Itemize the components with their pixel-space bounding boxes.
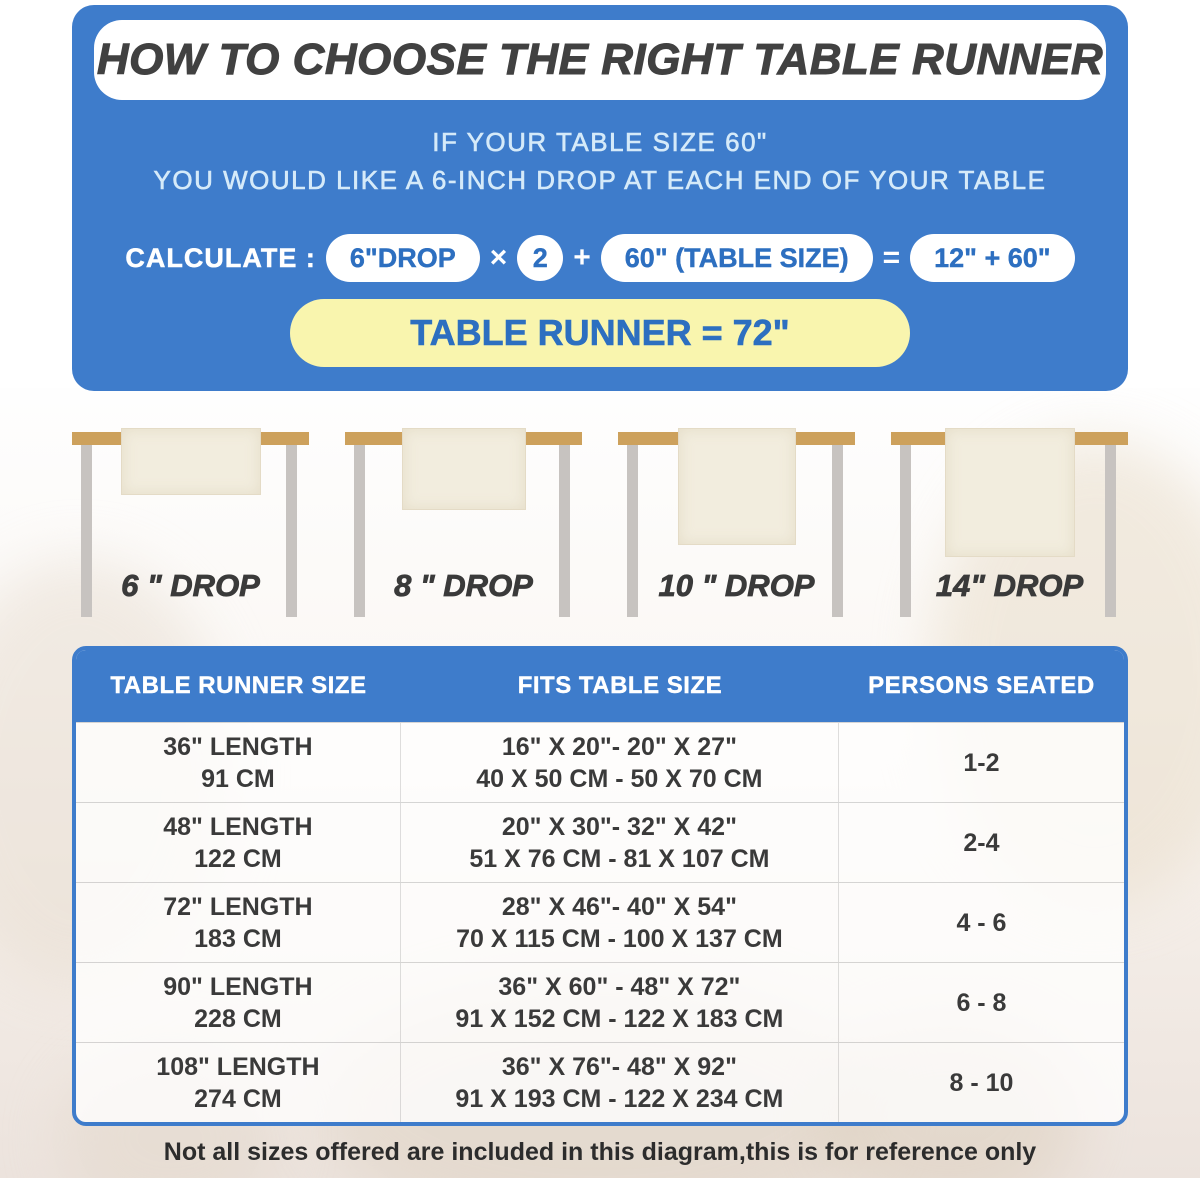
runner-size-cell bbox=[76, 1043, 401, 1122]
runner-size-cell bbox=[76, 883, 401, 962]
fits-size-cm: 40 X 50 CM - 50 X 70 CM bbox=[476, 764, 763, 793]
fits-table-size-cell bbox=[401, 883, 839, 962]
runner-length-cm: 228 CM bbox=[194, 1004, 282, 1033]
subtitle-line-2: YOU WOULD LIKE A 6-INCH DROP AT EACH END OF YOUR TABLE bbox=[153, 165, 1047, 195]
subtitle-line-1: IF YOUR TABLE SIZE 60" bbox=[432, 127, 768, 157]
drop-label: 10 " DROP bbox=[658, 568, 815, 603]
table-row bbox=[76, 1042, 1124, 1122]
persons-seated-cell: 6 - 8 bbox=[956, 988, 1007, 1017]
size-chart-table bbox=[72, 646, 1128, 1126]
drop-figure-10in bbox=[618, 424, 855, 629]
drop-value-pill: 6"DROP bbox=[326, 234, 480, 282]
table-row bbox=[76, 882, 1124, 962]
runner-length-inches: 72" LENGTH bbox=[163, 892, 313, 921]
runner-length-inches: 108" LENGTH bbox=[156, 1052, 320, 1081]
runner-length-cm: 274 CM bbox=[194, 1084, 282, 1113]
plus-sign: + bbox=[573, 241, 591, 274]
instruction-panel bbox=[72, 5, 1128, 391]
table-header-row bbox=[76, 650, 1124, 722]
table-row bbox=[76, 722, 1124, 802]
title-banner bbox=[94, 20, 1106, 100]
multiplier-pill: 2 bbox=[517, 235, 563, 281]
runner-size-cell bbox=[76, 963, 401, 1042]
column-header-persons-seated: PERSONS SEATED bbox=[868, 672, 1095, 699]
persons-seated-cell: 1-2 bbox=[963, 748, 1000, 777]
fits-size-inches: 28" X 46"- 40" X 54" bbox=[501, 892, 737, 921]
fits-size-inches: 36" X 60" - 48" X 72" bbox=[498, 972, 741, 1001]
fits-table-size-cell bbox=[401, 963, 839, 1042]
runner-size-cell bbox=[76, 803, 401, 882]
calculate-label: CALCULATE : bbox=[125, 242, 316, 273]
disclaimer-note: Not all sizes offered are included in this diagram,this is for reference only bbox=[163, 1138, 1037, 1166]
table-runner-cloth bbox=[402, 428, 526, 510]
fits-size-inches: 16" X 20"- 20" X 27" bbox=[501, 732, 737, 761]
drop-figure-14in bbox=[891, 424, 1128, 629]
fits-table-size-cell bbox=[401, 803, 839, 882]
fits-table-size-cell bbox=[401, 723, 839, 802]
equals-sign: = bbox=[882, 241, 901, 274]
table-runner-cloth bbox=[121, 428, 261, 495]
fits-size-cm: 91 X 152 CM - 122 X 183 CM bbox=[455, 1004, 784, 1033]
drop-examples bbox=[72, 424, 1128, 629]
runner-length-cm: 183 CM bbox=[194, 924, 282, 953]
fits-size-inches: 20" X 30"- 32" X 42" bbox=[501, 812, 737, 841]
runner-length-cm: 91 CM bbox=[201, 764, 275, 793]
drop-label: 6 " DROP bbox=[121, 568, 260, 603]
fits-table-size-cell bbox=[401, 1043, 839, 1122]
runner-size-cell bbox=[76, 723, 401, 802]
table-size-pill: 60" (TABLE SIZE) bbox=[601, 234, 873, 282]
fits-size-inches: 36" X 76"- 48" X 92" bbox=[501, 1052, 737, 1081]
table-row bbox=[76, 802, 1124, 882]
drop-figure-8in bbox=[345, 424, 582, 629]
drop-label: 14" DROP bbox=[935, 568, 1084, 603]
column-header-runner-size: TABLE RUNNER SIZE bbox=[110, 672, 367, 699]
runner-length-inches: 36" LENGTH bbox=[163, 732, 313, 761]
page-title: HOW TO CHOOSE THE RIGHT TABLE RUNNER bbox=[96, 35, 1104, 84]
table-runner-cloth bbox=[678, 428, 796, 545]
persons-seated-cell: 2-4 bbox=[963, 828, 1000, 857]
calculation-formula bbox=[88, 233, 1112, 283]
table-runner-cloth bbox=[945, 428, 1075, 557]
runner-length-inches: 90" LENGTH bbox=[163, 972, 313, 1001]
runner-length-cm: 122 CM bbox=[194, 844, 282, 873]
column-header-fits-table-size: FITS TABLE SIZE bbox=[517, 672, 723, 699]
result-pill: TABLE RUNNER = 72" bbox=[290, 299, 910, 367]
runner-length-inches: 48" LENGTH bbox=[163, 812, 313, 841]
persons-seated-cell: 4 - 6 bbox=[956, 908, 1007, 937]
persons-seated-cell: 8 - 10 bbox=[949, 1068, 1014, 1097]
table-row bbox=[76, 962, 1124, 1042]
drop-figure-6in bbox=[72, 424, 309, 629]
drop-label: 8 " DROP bbox=[394, 568, 533, 603]
fits-size-cm: 51 X 76 CM - 81 X 107 CM bbox=[469, 844, 770, 873]
fits-size-cm: 70 X 115 CM - 100 X 137 CM bbox=[456, 924, 783, 953]
sum-pill: 12" + 60" bbox=[910, 234, 1074, 282]
times-sign: × bbox=[489, 241, 508, 274]
fits-size-cm: 91 X 193 CM - 122 X 234 CM bbox=[455, 1084, 784, 1113]
